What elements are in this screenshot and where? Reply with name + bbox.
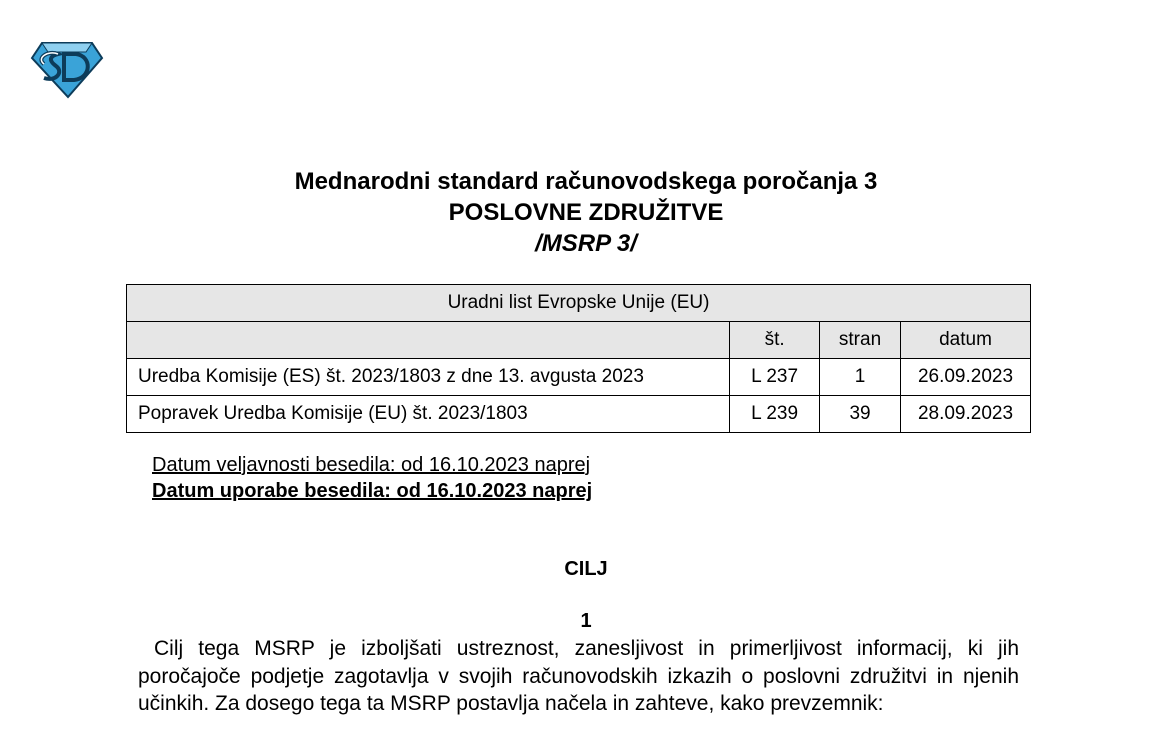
application-date: Datum uporabe besedila: od 16.10.2023 naprej bbox=[152, 480, 593, 502]
table-cell-description: Uredba Komisije (ES) št. 2023/1803 z dne 13. avgusta 2023 bbox=[127, 359, 730, 396]
table-row bbox=[127, 359, 1031, 396]
table-cell-datum: 28.09.2023 bbox=[901, 396, 1031, 433]
section-heading: CILJ bbox=[564, 558, 608, 580]
table-header-st: št. bbox=[730, 322, 820, 359]
table-header-datum: datum bbox=[901, 322, 1031, 359]
title-subject: POSLOVNE ZDRUŽITVE bbox=[448, 199, 724, 226]
table-header-stran: stran bbox=[820, 322, 901, 359]
table-cell-st: L 237 bbox=[730, 359, 820, 396]
table-header-blank bbox=[127, 322, 730, 359]
table-cell-datum: 26.09.2023 bbox=[901, 359, 1031, 396]
title-standard-name: Mednarodni standard računovodskega poročanja 3 bbox=[294, 168, 878, 195]
table-cell-stran: 39 bbox=[820, 396, 901, 433]
sd-diamond-logo-icon bbox=[30, 40, 104, 100]
title-code: /MSRP 3/ bbox=[535, 230, 637, 257]
table-cell-stran: 1 bbox=[820, 359, 901, 396]
table-row bbox=[127, 396, 1031, 433]
table-cell-description: Popravek Uredba Komisije (EU) št. 2023/1803 bbox=[127, 396, 730, 433]
official-journal-table bbox=[126, 284, 1031, 433]
document-title bbox=[0, 166, 1157, 259]
text-dates bbox=[152, 452, 592, 504]
table-cell-st: L 239 bbox=[730, 396, 820, 433]
paragraph-number: 1 bbox=[580, 610, 592, 632]
validity-date: Datum veljavnosti besedila: od 16.10.2023 naprej bbox=[152, 454, 591, 476]
table-caption: Uradni list Evropske Unije (EU) bbox=[127, 285, 1031, 322]
section-paragraph: Cilj tega MSRP je izboljšati ustreznost, zanesljivost in primerljivost informacij, ki jih poročajoče podjetje zagotavlja v svojih računovodskih izkazih o poslovni združitvi in njenih učinkih. Za dosego tega ta MSRP postavlja načela in zahteve, kako prevzemnik: bbox=[138, 637, 1019, 715]
